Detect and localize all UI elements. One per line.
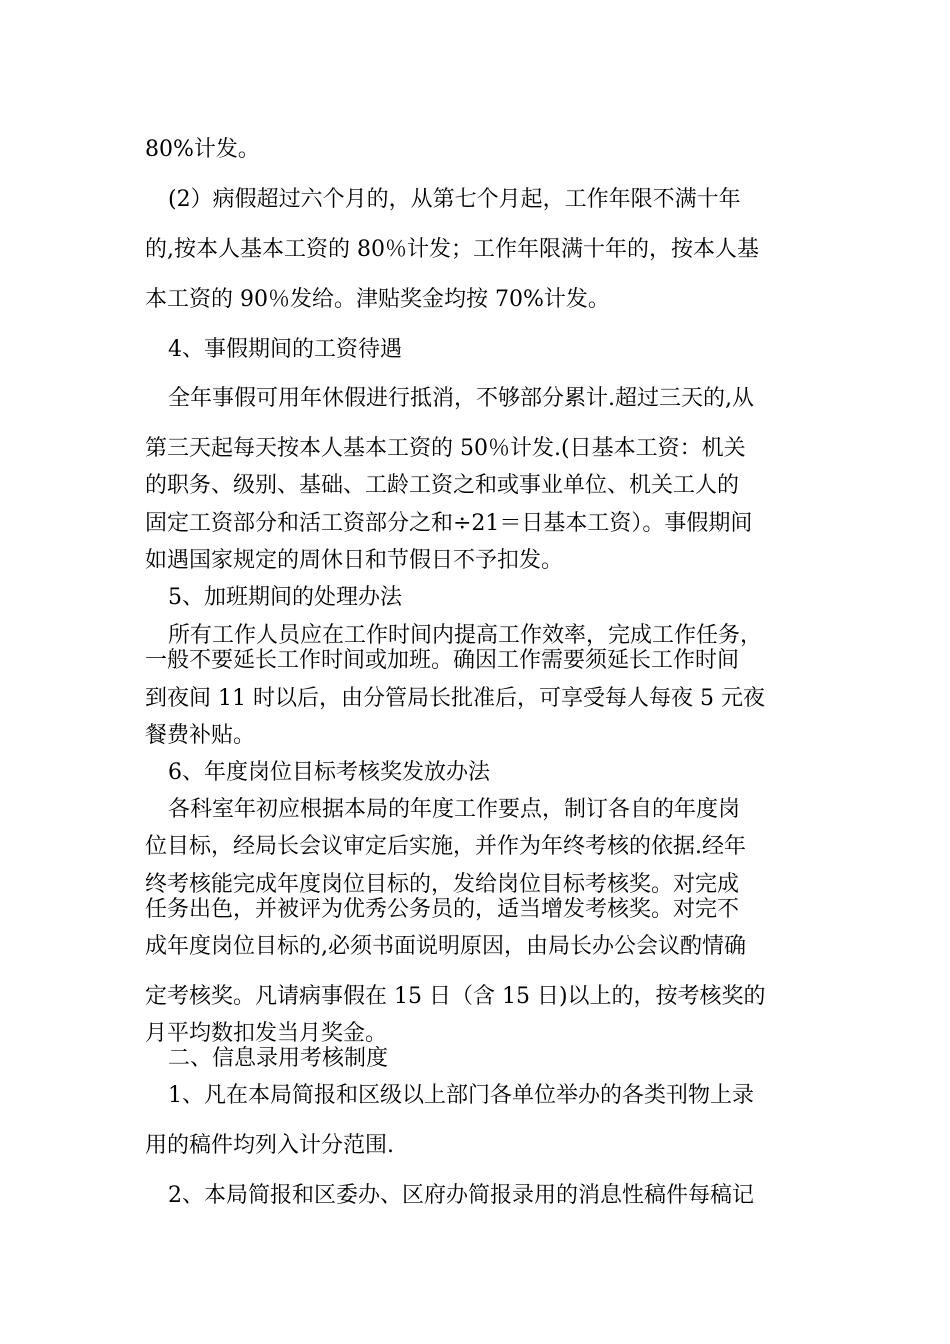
text-line: (2）病假超过六个月的，从第七个月起，工作年限不满十年: [168, 187, 741, 212]
section-heading: 二、信息录用考核制度: [168, 1046, 389, 1071]
text-line: 成年度岗位目标的,必须书面说明原因，由局长办公会议酌情确: [145, 934, 746, 959]
text-line: 2、本局简报和区委办、区府办简报录用的消息性稿件每稿记: [168, 1183, 754, 1208]
section-heading: 4、事假期间的工资待遇: [168, 337, 402, 362]
text-line: 1、凡在本局简报和区级以上部门各单位举办的各类刊物上录: [168, 1083, 754, 1108]
text-line: 餐费补贴。: [145, 723, 256, 748]
text-line: 终考核能完成年度岗位目标的，发给岗位目标考核奖。对完成: [145, 872, 740, 897]
text-line: 位目标，经局长会议审定后实施，并作为年终考核的依据.经年: [145, 834, 746, 859]
text-line: 80%计发。: [145, 137, 260, 162]
section-heading: 6、年度岗位目标考核奖发放办法: [168, 760, 490, 785]
text-line: 月平均数扣发当月奖金。: [145, 1021, 388, 1046]
text-line: 第三天起每天按本人基本工资的 50％计发.(日基本工资：机关: [145, 436, 746, 461]
text-line: 的,按本人基本工资的 80％计发；工作年限满十年的，按本人基: [145, 237, 759, 262]
text-line: 定考核奖。凡请病事假在 15 日（含 15 日)以上的，按考核奖的: [145, 984, 766, 1009]
text-line: 各科室年初应根据本局的年度工作要点，制订各自的年度岗: [168, 797, 741, 822]
text-line: 到夜间 11 时以后，由分管局长批准后，可享受每人每夜 5 元夜: [145, 686, 765, 711]
text-line: 的职务、级别、基础、工龄工资之和或事业单位、机关工人的: [145, 473, 740, 498]
text-line: 用的稿件均列入计分范围.: [145, 1133, 394, 1158]
text-line: 所有工作人员应在工作时间内提高工作效率，完成工作任务，: [168, 623, 763, 648]
text-line: 如遇国家规定的周休日和节假日不予扣发。: [145, 548, 564, 573]
section-heading: 5、加班期间的处理办法: [168, 585, 402, 610]
text-line: 全年事假可用年休假进行抵消，不够部分累计.超过三天的,从: [168, 386, 754, 411]
text-line: 固定工资部分和活工资部分之和÷21＝日基本工资）。事假期间: [145, 511, 753, 536]
text-line: 一般不要延长工作时间或加班。确因工作需要须延长工作时间: [145, 648, 740, 673]
text-line: 本工资的 90％发给。津贴奖金均按 70%计发。: [145, 287, 610, 312]
text-line: 任务出色，并被评为优秀公务员的，适当增发考核奖。对完不: [145, 897, 740, 922]
